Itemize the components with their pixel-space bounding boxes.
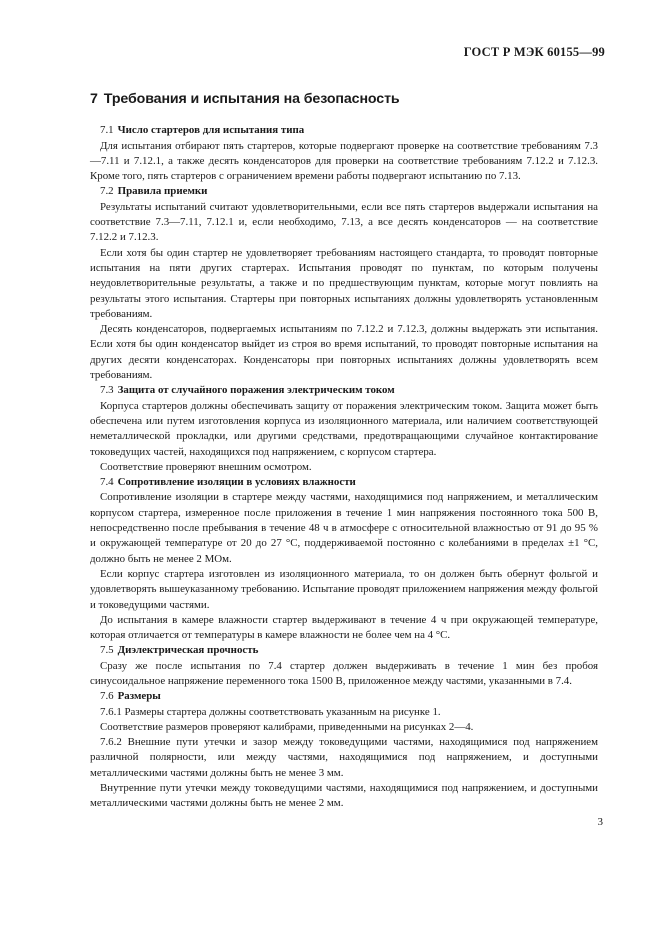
paragraph: Сразу же после испытания по 7.4 стартер должен выдерживать в течение 1 мин без пробоя синусоидальное напряжение переменного тока 1500 В, приложенное между частями, указанными в 7.4. <box>90 659 598 687</box>
subsection-number: 7.6 <box>100 690 114 703</box>
subsection-number: 7.1 <box>100 124 114 137</box>
subsection-title: Размеры <box>117 690 161 703</box>
subsection-title: Правила приемки <box>117 185 208 198</box>
paragraph: Внутренние пути утечки между токоведущими частями, находящимися под напряжением, и доступными металлическими частями должны быть не менее 2 мм. <box>90 782 598 810</box>
subsection-heading-7-3 <box>90 383 598 398</box>
paragraph: Десять конденсаторов, подвергаемых испытаниям по 7.12.2 и 7.12.3, должны выдержать эти испытания. Если хотя бы один конденсатор выйдет из строя во время испытаний, то проводят повторные испытания на других десяти конденсаторах. Конденсаторы при повторных испытаниях должны удовлетворять всем требованиям. <box>90 323 598 382</box>
subsection-title: Диэлектрическая прочность <box>117 644 259 657</box>
subsection-heading-7-4 <box>90 475 598 490</box>
paragraph: Сопротивление изоляции в стартере между частями, находящимися под напряжением, и металлическим корпусом стартера, измеренное после приложения в течение 1 мин напряжения постоянного тока 500 В, непосредственно после пребывания в течение 48 ч в атмосфере с относительной влажностью от 91 до 95 % и окружающей температуре от 20 до 27 °С, поддерживаемой постоянно с колебаниями в пределах ±1 °С, должно быть не менее 2 МОм. <box>90 491 598 565</box>
subsection-number: 7.3 <box>100 384 114 397</box>
paragraph: Корпуса стартеров должны обеспечивать защиту от поражения электрическим током. Защита может быть обеспечена или путем изготовления корпуса из изоляционного материала, или наличием соответствующей неметаллической прокладки, или другими средствами, предотвращающими случайное контактирование токоведущих частей, находящихся под напряжением, с корпусом стартера. <box>90 399 598 458</box>
subsection-heading-7-5 <box>90 643 598 658</box>
subsection-heading-7-6 <box>90 689 598 704</box>
paragraph: Для испытания отбирают пять стартеров, которые подвергают проверке на соответствие требованиям 7.3—7.11 и 7.12.1, а также десять конденсаторов для проверки на соответствие требованиям 7.12.2 и 7.12.3. Кроме того, пять стартеров с ограничением времени работы подвергают испытанию по 7.13. <box>90 139 598 183</box>
section-number: 7 <box>90 91 98 107</box>
document-code-header: ГОСТ Р МЭК 60155—99 <box>463 45 605 59</box>
page-content <box>90 92 598 812</box>
subsection-number: 7.2 <box>100 185 114 198</box>
section-title: Требования и испытания на безопасность <box>103 91 400 107</box>
paragraph: Если хотя бы один стартер не удовлетворяет требованиям настоящего стандарта, то проводят повторные испытания на пяти других стартерах. Испытания проводят по пунктам, по которым получены неудовлетворительные результаты, а также и по предшествующим пунктам, которые могут повлиять на результаты этого испытания. Стартеры при повторных испытаниях должны удовлетворять установленным требованиям. <box>90 246 598 320</box>
section-heading <box>90 92 598 107</box>
paragraph: 7.6.1 Размеры стартера должны соответствовать указанным на рисунке 1. <box>100 705 441 718</box>
subsection-title: Число стартеров для испытания типа <box>117 124 305 137</box>
subsection-number: 7.4 <box>100 476 114 489</box>
paragraph: 7.6.2 Внешние пути утечки и зазор между токоведущими частями, находящимися под напряжением различной полярности, или между частями, находящимися под напряжением, и доступными металлическими частями должны быть не менее 3 мм. <box>90 736 598 779</box>
subsection-heading-7-2 <box>90 184 598 199</box>
subsection-title: Сопротивление изоляции в условиях влажности <box>117 476 356 489</box>
paragraph: Результаты испытаний считают удовлетворительными, если все пять стартеров выдержали испытания на соответствие 7.3—7.11, 7.12.1 и, если необходимо, 7.13, а все десять конденсаторов — на соответствие 7.12.2 и 7.12.3. <box>90 200 598 244</box>
subsection-heading-7-1 <box>90 123 598 138</box>
subsection-number: 7.5 <box>100 644 114 657</box>
paragraph: До испытания в камере влажности стартер выдерживают в течение 4 ч при окружающей температуре, которая отличается от температуры в камере влажности не более чем на 4 °С. <box>90 613 598 642</box>
paragraph: Соответствие проверяют внешним осмотром. <box>100 460 312 473</box>
paragraph: Если корпус стартера изготовлен из изоляционного материала, то он должен быть обернут фольгой и удовлетворять вышеуказанному требованию. Испытание проводят приложением напряжения между фольгой и токоведущими частями. <box>90 567 598 611</box>
paragraph: Соответствие размеров проверяют калибрами, приведенными на рисунках 2—4. <box>100 720 474 733</box>
subsection-title: Защита от случайного поражения электрическим током <box>117 384 395 397</box>
page-number: 3 <box>597 816 603 828</box>
